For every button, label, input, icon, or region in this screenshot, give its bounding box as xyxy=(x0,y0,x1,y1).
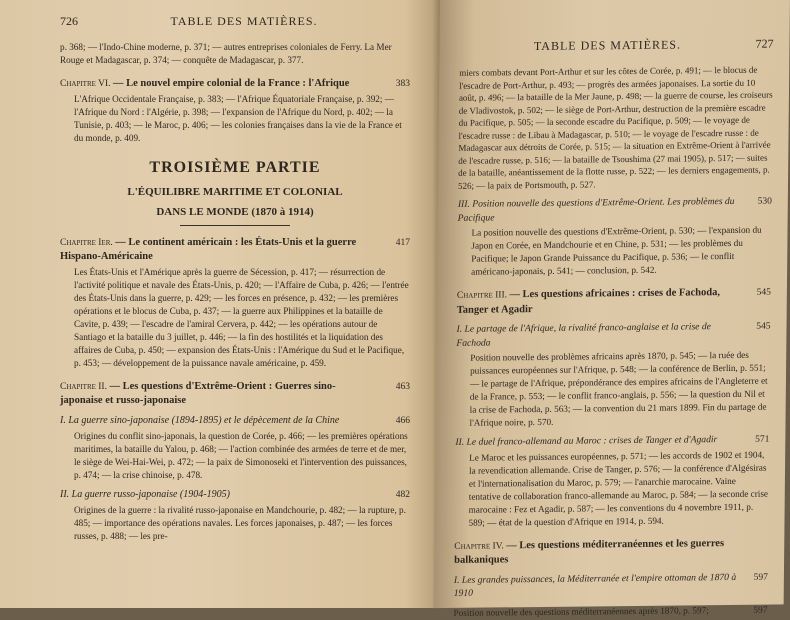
section-title: II. La guerre russo-japonaise (1904-1905) xyxy=(60,488,376,502)
page-ref: 597 xyxy=(738,605,768,615)
toc-entry-section xyxy=(454,570,768,600)
section-summary: La position nouvelle des questions d'Extrême-Orient, p. 530; — l'expansion du Japon en Corée, en Mandchourie et en Chine, p. 531; — les problèmes du Pacifique; le Japon Grande Puissance du Pacifique, p. 536; — le conflit américano-japonais, p. 541; — conclusion, p. 542. xyxy=(471,224,772,279)
page-number-left: 726 xyxy=(60,14,78,29)
toc-entry-section xyxy=(60,414,410,428)
toc-entry-chapter-2 xyxy=(60,380,410,408)
section-title: I. Le partage de l'Afrique, la rivalité franco-anglaise et la crise de Fachoda xyxy=(456,320,740,350)
toc-entry-chapter-4 xyxy=(454,536,768,567)
intro-paragraph-right: miers combats devant Port-Arthur et sur les côtes de Corée, p. 491; — le blocus de l'escadre de Port-Arthur, p. 493; — progrès des armées japonaises. La sortie du 10 août, p. 496; — la bataille de la Mer Jaune, p. 498; — la guerre de course, les croiseurs de Vladivostok, p. 502; — le siège de Port-Arthur, destruction de la première escadre du Pacifique, p. 505; — la seconde escadre du Pacifique, p. 509; — le voyage de l'escadre russe : de Libau à Madagascar, p. 510; — le voyage de l'escadre russe : de Madagascar aux détroits de Corée, p. 515; — la situation en Extrême-Orient à l'arrivée de l'escadre russe, p. 516; — la bataille de Tsoushima (27 mai 1905), p. 517; — suites de la bataille, anéantissement de la flotte russe, p. 522; — les derniers engagements, p. 526; — la paix de Portsmouth, p. 527. xyxy=(458,64,773,192)
page-ref: 545 xyxy=(741,288,771,298)
toc-entry-section xyxy=(455,433,769,450)
chapter-label: Chapitre III. xyxy=(457,290,507,301)
part-title: TROISIÈME PARTIE xyxy=(60,159,410,177)
section-summary: Origines du conflit sino-japonais, la question de Corée, p. 466; — les premières opérations maritimes, la bataille du Yalou, p. 468; — l'action combinée des armées de terre et de mer, le siège de Wei-Hai-Wei, p. 472; — la paix de Simonoseki et l'intervention des puissances, p. 474; — la crise chinoise, p. 478. xyxy=(74,430,410,482)
section-title: I. Les grandes puissances, la Méditerranée et l'empire ottoman de 1870 à 1910 xyxy=(454,570,738,600)
chapter-title: — Les questions méditerranéennes et les guerres balkaniques xyxy=(454,538,724,566)
page-ref: 482 xyxy=(376,490,410,500)
page-ref: 597 xyxy=(738,572,768,582)
chapter-title: — Le continent américain : les États-Unis et la guerre Hispano-Américaine xyxy=(60,237,356,262)
chapter-label: Chapitre IV. xyxy=(454,541,504,552)
chapter-label: Chapitre Ier. xyxy=(60,238,113,248)
toc-entry-section xyxy=(456,320,770,350)
part-subtitle-line-1: L'ÉQUILIBRE MARITIME ET COLONIAL xyxy=(60,185,410,199)
toc-entry-chapter-3 xyxy=(457,286,771,317)
section-title: II. Le duel franco-allemand au Maroc : crises de Tanger et d'Agadir xyxy=(455,433,739,449)
page-ref: 463 xyxy=(376,382,410,392)
page-ref: 466 xyxy=(376,416,410,426)
toc-entry-section xyxy=(458,195,772,225)
page-ref: 545 xyxy=(740,322,770,332)
toc-entry-section-body xyxy=(454,603,768,620)
section-summary: Origines de la guerre : la rivalité russo-japonaise en Mandchourie, p. 482; — la rupture, p. 485; — importance des opérations navales. Les forces japonaises, p. 487; — les forces russes, p. 488; — les pre- xyxy=(74,504,410,543)
page-ref: 530 xyxy=(742,197,772,207)
page-ref: 383 xyxy=(376,79,410,89)
intro-paragraph-left: p. 368; — l'Indo-Chine moderne, p. 371; — autres entreprises coloniales de Ferry. La Mer Rouge et Madagascar, p. 374; — conquête de Madagascar, p. 377. xyxy=(60,41,410,67)
running-head-title-left: TABLE DES MATIÈRES. xyxy=(78,14,410,29)
section-title: I. La guerre sino-japonaise (1894-1895) et le dépècement de la Chine xyxy=(60,414,376,428)
toc-entry-chapter-6 xyxy=(60,77,410,91)
running-header-left xyxy=(60,14,410,29)
section-summary: Position nouvelle des questions méditerranéennes après 1870, p. 597; xyxy=(454,603,738,619)
chapter-label: Chapitre VI. xyxy=(60,79,111,89)
page-number-right: 727 xyxy=(755,37,773,52)
toc-entry-chapter-1 xyxy=(60,236,410,264)
part-subtitle-line-2: DANS LE MONDE (1870 à 1914) xyxy=(60,205,410,219)
section-summary: Position nouvelle des problèmes africains après 1870, p. 545; — la ruée des puissances européennes sur l'Afrique, p. 548; — la conférence de Berlin, p. 551; — le partage de l'Afrique, prépondérance des empires africains de l'Angleterre et de la France, p. 553; — le conflit franco-anglais, p. 556; — la question du Nil et la crise de Fachoda, p. 563; — la convention du 21 mars 1899. Fin du partage de l'Afrique noire, p. 570. xyxy=(469,349,770,430)
section-summary: Le Maroc et les puissances européennes, p. 571; — les accords de 1902 et 1904, la revendication allemande. Crise de Tanger, p. 576; — la conférence d'Algésiras et l'internationalisation du Maroc, p. 579; — l'anarchie marocaine. Vaine tentative de collaboration franco-allemande au Maroc, p. 584; — la seconde crise marocaine : Fez et Agadir, p. 587; — les conventions du 4 novembre 1911, p. 589; — état de la question d'Afrique en 1914, p. 594. xyxy=(468,448,769,529)
chapter-summary: L'Afrique Occidentale Française, p. 383; — l'Afrique Équatoriale Française, p. 392; — l'Afrique du Nord : l'Algérie, p. 398; — l'expansion de l'Afrique du Nord, p. 402; — la Tunisie, p. 403; — le Maroc, p. 406; — les colonies françaises dans la vie de la France et du monde, p. 409. xyxy=(74,93,410,145)
divider-rule xyxy=(180,225,290,226)
chapter-title: — Les questions d'Extrême-Orient : Guerres sino-japonaise et russo-japonaise xyxy=(60,381,336,406)
running-head-title-right: TABLE DES MATIÈRES. xyxy=(459,37,755,55)
page-ref: 571 xyxy=(739,435,769,445)
chapter-title: — Les questions africaines : crises de Fachoda, Tanger et Agadir xyxy=(457,287,720,315)
toc-entry-section xyxy=(60,488,410,502)
chapter-title: — Le nouvel empire colonial de la France : l'Afrique xyxy=(113,78,349,89)
right-page xyxy=(434,0,790,608)
page-ref: 417 xyxy=(376,238,410,248)
section-title: III. Position nouvelle des questions d'Extrême-Orient. Les problèmes du Pacifique xyxy=(458,195,742,225)
chapter-label: Chapitre II. xyxy=(60,382,107,392)
running-header-right xyxy=(459,37,773,55)
chapter-summary: Les États-Unis et l'Amérique après la guerre de Sécession, p. 417; — résurrection de l'activité politique et navale des États-Unis, p. 420; — l'Affaire de Cuba, p. 426; — l'entrée des États-Unis dans la guerre, p. 429; — les forces en présence, p. 432; — les premières opérations et le blocus de Cuba, p. 437; — la guerre aux Philippines et la bataille de Cavite, p. 439; — l'escadre de l'amiral Cervera, p. 442; — les opérations autour de Santiago et la bataille du 3 juillet, p. 446; — la fin des hostilités et la liquidation des affaires de Cuba, p. 450; — expansion des États-Unis : l'Amérique du Sud et le Pacifique, p. 453; — développement de la puissance navale américaine, p. 459. xyxy=(74,266,410,370)
